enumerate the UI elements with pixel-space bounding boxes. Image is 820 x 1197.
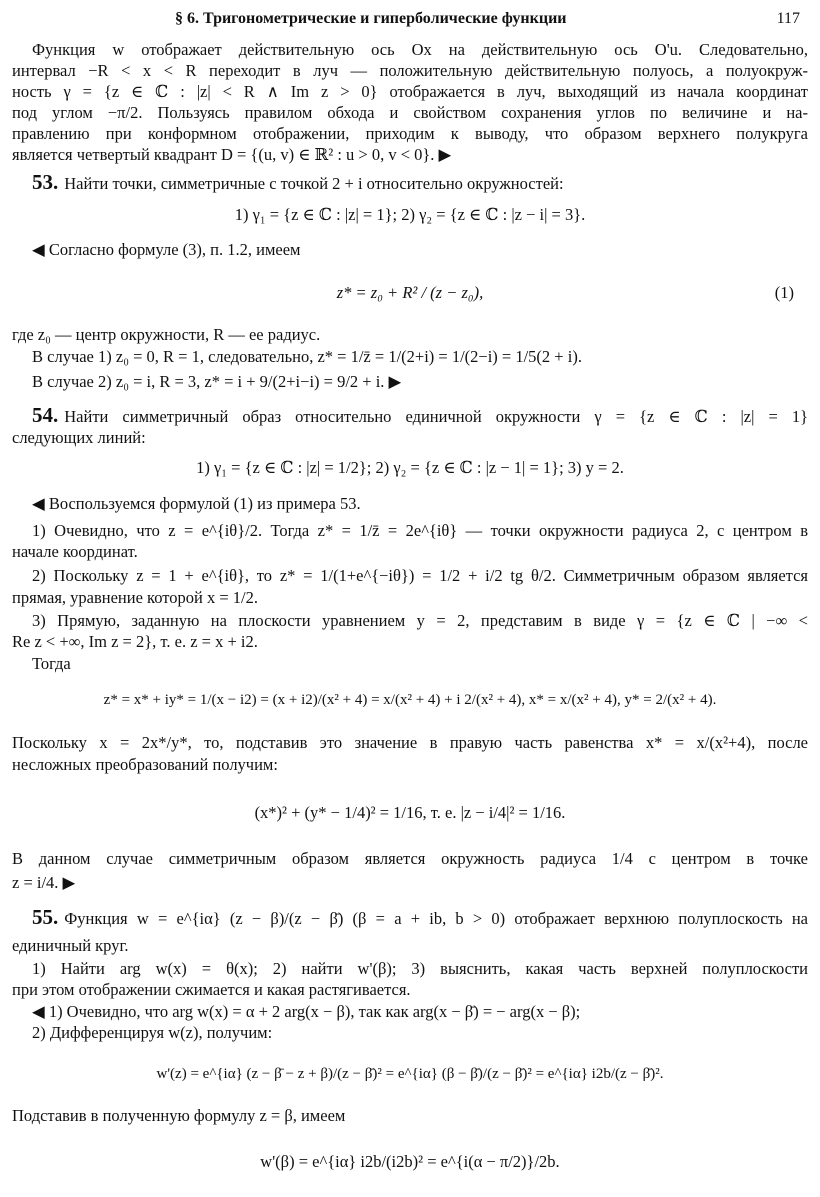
problem-54-solution-intro: ◀ Воспользуемся формулой (1) из примера 53. — [32, 494, 361, 513]
problem-54-statement-2: следующих линий: — [12, 428, 146, 447]
problem-55-equation-1: w'(z) = e^{iα} (z − β̄ − z + β)/(z − β̄)² = e^{iα} (β − β̄)/(z − β̄)² = e^{iα} i2b/(z − β̄)². — [156, 1066, 664, 1082]
problem-55-statement: 55. Функция w = e^{iα} (z − β)/(z − β̄) (β = a + ib, b > 0) отображает верхнюю полуплоскость на — [32, 905, 808, 929]
problem-55-task-1: 1) Найти arg w(x) = θ(x); 2) найти w'(β); 3) выяснить, какая часть верхней полуплоскости — [32, 959, 808, 978]
section-title: § 6. Тригонометрические и гиперболические функции — [175, 10, 567, 27]
problem-54-s1-line-1: 1) Очевидно, что z = e^{iθ}/2. Тогда z* = 1/z̄ = 2e^{iθ} — точки окружности радиуса 2, с центром в — [32, 521, 808, 540]
problem-53-solution-intro: ◀ Согласно формуле (3), п. 1.2, имеем — [32, 240, 301, 259]
problem-number: 53. — [32, 170, 59, 194]
problem-54-equation-1: z* = x* + iy* = 1/(x − i2) = (x + i2)/(x² + 4) = x/(x² + 4) + i 2/(x² + 4), x* = x/(x² + 4), y* = 2/(x² + 4). — [103, 692, 717, 708]
problem-55-statement-2: единичный круг. — [12, 936, 129, 955]
problem-54-s1-line-2: начале координат. — [12, 542, 138, 561]
problem-54-since-1: Поскольку x = 2x*/y*, то, подставив это значение в правую часть равенства x* = x/(x²+4), после — [12, 733, 808, 752]
problem-54-cases: 1) γ₁ = {z ∈ ℂ : |z| = 1/2}; 2) γ₂ = {z ∈ ℂ : |z − 1| = 1}; 3) y = 2. — [196, 458, 624, 477]
problem-54-s3-line-1: 3) Прямую, заданную на плоскости уравнением y = 2, представим в виде γ = {z ∈ ℂ | −∞ < — [32, 611, 808, 630]
problem-55-equation-2: w'(β) = e^{iα} i2b/(i2b)² = e^{i(α − π/2)}/2b. — [260, 1152, 560, 1171]
intro-line-1: Функция w отображает действительную ось Ox на действительную ось O'u. Следовательно, — [32, 40, 808, 59]
page-number: 117 — [776, 10, 800, 27]
problem-53-where: где z₀ — центр окружности, R — ее радиус. — [12, 325, 321, 344]
problem-55-substitution: Подставив в полученную формулу z = β, имеем — [12, 1106, 346, 1125]
intro-line-2: интервал −R < x < R переходит в луч — положительную действительную полуось, а полуокруж- — [12, 61, 808, 80]
problem-55-solution-1: ◀ 1) Очевидно, что arg w(x) = α + 2 arg(x − β), так как arg(x − β̄) = − arg(x − β); — [32, 1002, 581, 1021]
problem-54-since-2: несложных преобразований получим: — [12, 755, 278, 774]
problem-54-s2-line-1: 2) Поскольку z = 1 + e^{iθ}, то z* = 1/(1+e^{−iθ}) = 1/2 + i/2 tg θ/2. Симметричным образом является — [32, 566, 808, 585]
intro-line-5: правлению при конформном отображении, приходим к выводу, что образом верхнего полукруга — [12, 124, 808, 143]
intro-line-6: является четвертый квадрант D = {(u, v) ∈ ℝ² : u > 0, v < 0}. ▶ — [12, 145, 452, 164]
problem-53-cases: 1) γ₁ = {z ∈ ℂ : |z| = 1}; 2) γ₂ = {z ∈ ℂ : |z − i| = 3}. — [234, 205, 586, 224]
problem-53-statement: 53. Найти точки, симметричные с точкой 2 + i относительно окружностей: — [32, 170, 564, 194]
intro-line-3: ность γ = {z ∈ ℂ : |z| < R ∧ Im z > 0} отображается в луч, выходящий из начала координат — [12, 82, 808, 101]
problem-54-conclusion-1: В данном случае симметричным образом является окружность радиуса 1/4 с центром в точке — [12, 849, 808, 868]
problem-54-then: Тогда — [32, 654, 71, 673]
problem-54-s3-line-2: Re z < +∞, Im z = 2}, т. е. z = x + i2. — [12, 632, 258, 651]
formula-1: z* = z₀ + R² / (z − z₀), (1) — [336, 283, 794, 302]
problem-54-s2-line-2: прямая, уравнение которой x = 1/2. — [12, 588, 258, 607]
problem-54-conclusion-2: z = i/4. ▶ — [12, 873, 76, 892]
problem-53-case-2: В случае 2) z₀ = i, R = 3, z* = i + 9/(2+i−i) = 9/2 + i. ▶ — [32, 372, 402, 391]
problem-number: 55. — [32, 905, 59, 929]
problem-54-equation-2: (x*)² + (y* − 1/4)² = 1/16, т. е. |z − i/4|² = 1/16. — [254, 803, 566, 822]
problem-55-task-2: при этом отображении сжимается и какая растягивается. — [12, 980, 411, 999]
formula-number: (1) — [774, 283, 794, 302]
intro-line-4: под углом −π/2. Пользуясь правилом обхода и свойством сохранения углов по величине и на- — [12, 103, 808, 122]
problem-number: 54. — [32, 403, 59, 427]
problem-53-case-1: В случае 1) z₀ = 0, R = 1, следовательно, z* = 1/z̄ = 1/(2+i) = 1/(2−i) = 1/5(2 + i). — [32, 347, 582, 366]
problem-54-statement: 54. Найти симметричный образ относительно единичной окружности γ = {z ∈ ℂ : |z| = 1} — [32, 403, 808, 427]
problem-55-solution-2: 2) Дифференцируя w(z), получим: — [32, 1023, 273, 1042]
running-header — [0, 10, 820, 34]
